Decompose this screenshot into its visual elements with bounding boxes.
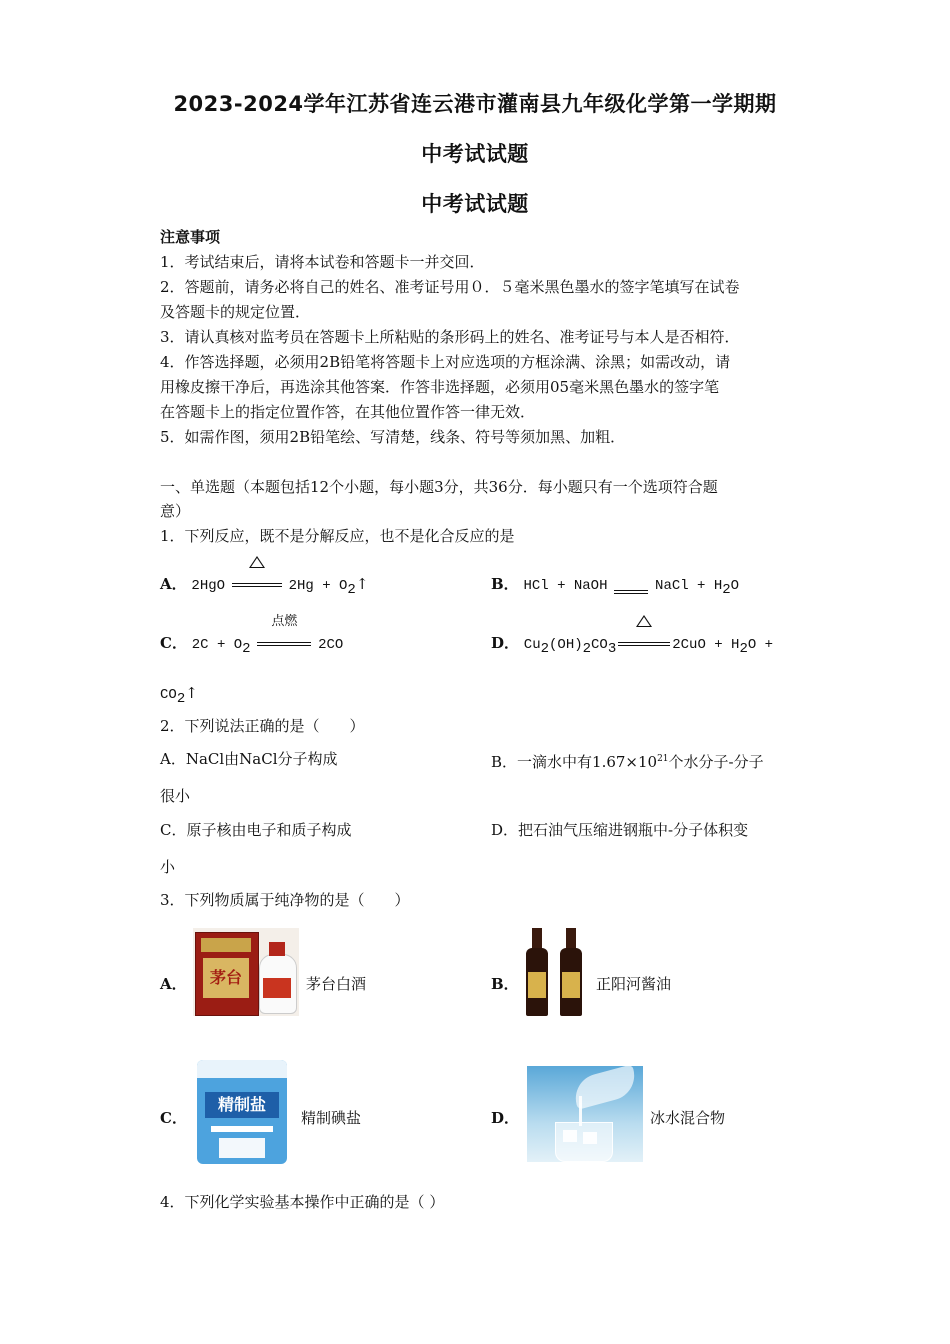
q1-a-left: 2HgO xyxy=(191,578,226,594)
q1-option-b xyxy=(491,574,739,600)
salt-bag-text: 精制盐 xyxy=(205,1092,279,1118)
q1-b-sub: 2 xyxy=(722,582,731,598)
q1-b-condition xyxy=(614,574,648,594)
section-heading-cont: 意） xyxy=(160,502,191,520)
q1-d-left: Cu xyxy=(523,637,541,653)
q3-stem: 3．下列物质属于纯净物的是（ ） xyxy=(160,891,410,909)
q2-option-d-cont: 小 xyxy=(160,858,176,876)
q1-option-a xyxy=(160,574,368,600)
notice-item-4-cont-2: 在答题卡上的指定位置作答，在其他位置作答一律无效． xyxy=(160,403,536,421)
q1-a-arrow: ↑ xyxy=(355,575,369,593)
maotai-liquor-image xyxy=(193,928,299,1016)
q1-c-condition xyxy=(257,614,311,653)
q2-b-post: 个水分子-分子 xyxy=(668,753,764,771)
soy-sauce-bottles-image xyxy=(524,928,588,1018)
heat-triangle-icon xyxy=(249,556,265,568)
notice-item-5: 5．如需作图，须用2B铅笔绘、写清楚，线条、符号等须加黑、加粗． xyxy=(160,428,626,446)
q1-d-right2: O + xyxy=(747,637,774,653)
q2-option-b xyxy=(491,749,764,772)
q1-b-right: NaCl + H xyxy=(655,578,723,594)
q1-d-sub-3: 3 xyxy=(607,641,617,657)
q1-d-sub-1: 2 xyxy=(540,641,550,657)
q3-a-text: 茅台白酒 xyxy=(306,975,367,993)
q3-c-text: 精制碘盐 xyxy=(301,1109,362,1127)
q1-option-c xyxy=(160,614,344,659)
q3-d-label: D． xyxy=(491,1109,520,1127)
q3-b-label: B． xyxy=(491,975,519,993)
q3-a-label: A． xyxy=(160,975,187,993)
q2-option-b-cont: 很小 xyxy=(160,787,191,805)
notice-item-2: 2．答题前，请务必将自己的姓名、准考证号用０．５毫米黑色墨水的签字笔填写在试卷 xyxy=(160,278,740,296)
notice-item-3: 3．请认真核对监考员在答题卡上所粘贴的条形码上的姓名、准考证号与本人是否相符． xyxy=(160,328,740,346)
q1-c-right: 2CO xyxy=(318,637,344,653)
q1-d-right: 2CuO + H xyxy=(672,637,740,653)
notice-heading: 注意事项 xyxy=(160,228,221,246)
q1-d-sub-2: 2 xyxy=(582,641,592,657)
q1-c-label: C． xyxy=(160,634,187,652)
iodized-salt-bag-image xyxy=(193,1058,291,1166)
page-title-line-3: 中考试试题 xyxy=(421,192,529,216)
q1-d-cont-sub: 2 xyxy=(176,691,186,707)
notice-item-1: 1．考试结束后，请将本试卷和答题卡一并交回． xyxy=(160,253,485,271)
q2-b-sup: 21 xyxy=(657,754,669,764)
q1-d-label: D． xyxy=(491,634,520,652)
page-title-line-1: 2023-2024学年江苏省连云港市灌南县九年级化学第一学期期 xyxy=(173,92,777,116)
q1-d-mid2: CO xyxy=(591,637,608,653)
q2-option-d: D．把石油气压缩进钢瓶中-分子体积变 xyxy=(491,821,749,839)
q1-c-left: 2C + O xyxy=(191,637,243,653)
q1-d-cont: CO xyxy=(160,687,177,703)
q1-a-label: A． xyxy=(160,575,187,593)
q1-d-cont-arrow: ↑ xyxy=(185,684,198,702)
q1-option-d-cont xyxy=(160,683,198,709)
notice-item-4-cont-1: 用橡皮擦干净后，再选涂其他答案．作答非选择题，必须用05毫米黑色墨水的签字笔 xyxy=(160,378,720,396)
q1-a-right: 2Hg + O xyxy=(288,578,348,594)
q1-c-sub: 2 xyxy=(242,641,251,657)
q1-b-tail: O xyxy=(730,578,740,594)
heat-triangle-icon xyxy=(636,615,652,627)
q1-d-condition xyxy=(618,633,670,653)
section-heading: 一、单选题（本题包括12个小题，每小题3分，共36分．每小题只有一个选项符合题 xyxy=(160,478,718,496)
q1-option-d xyxy=(491,633,773,659)
notice-item-2-cont: 及答题卡的规定位置． xyxy=(160,303,311,321)
q2-option-c: C．原子核由电子和质子构成 xyxy=(160,821,352,839)
q3-d-text: 冰水混合物 xyxy=(650,1109,726,1127)
page-title-line-2: 中考试试题 xyxy=(421,142,529,166)
q4-stem: 4．下列化学实验基本操作中正确的是（ ） xyxy=(160,1193,445,1211)
q1-a-condition xyxy=(232,574,282,594)
q3-c-label: C． xyxy=(160,1109,187,1127)
ice-water-image xyxy=(527,1066,643,1162)
q1-b-label: B． xyxy=(491,575,519,593)
q1-d-sub-4: 2 xyxy=(739,641,748,657)
q2-b-pre: B．一滴水中有1.67×10 xyxy=(491,753,658,771)
q3-b-text: 正阳河酱油 xyxy=(596,975,672,993)
q2-option-a: A．NaCl由NaCl分子构成 xyxy=(160,750,338,768)
maotai-box-text: 茅台 xyxy=(203,958,249,998)
q1-b-left: HCl + NaOH xyxy=(523,578,608,594)
q2-stem: 2．下列说法正确的是（ ） xyxy=(160,717,365,735)
q1-d-mid1: (OH) xyxy=(549,637,583,653)
q1-a-sub: 2 xyxy=(347,582,356,598)
q1-stem: 1．下列反应，既不是分解反应，也不是化合反应的是 xyxy=(160,527,515,545)
notice-item-4: 4．作答选择题，必须用2B铅笔将答题卡上对应选项的方框涂满、涂黑；如需改动，请 xyxy=(160,353,731,371)
q1-c-condition-text: 点燃 xyxy=(271,614,298,629)
